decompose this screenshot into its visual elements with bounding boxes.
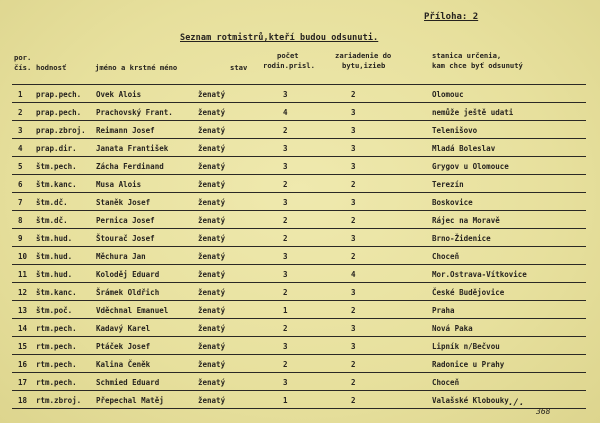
row-no: 7 bbox=[18, 198, 23, 207]
row-status: ženatý bbox=[198, 234, 226, 243]
row-rank: štm.hud. bbox=[36, 252, 73, 261]
row-rule bbox=[12, 372, 586, 373]
row-family: 2 bbox=[283, 126, 288, 135]
row-family: 2 bbox=[283, 288, 288, 297]
row-status: ženatý bbox=[198, 162, 226, 171]
table-row bbox=[0, 180, 600, 198]
row-status: ženatý bbox=[198, 90, 226, 99]
row-station: Choceň bbox=[432, 378, 460, 387]
row-name: Ovek Alois bbox=[96, 90, 142, 99]
row-rule bbox=[12, 336, 586, 337]
document-title: Seznam rotmistrů,kteří budou odsunuti. bbox=[180, 33, 379, 43]
row-rank: prap.pech. bbox=[36, 90, 82, 99]
closing-mark: ./. bbox=[508, 398, 525, 408]
header-equipment-line1: zariadenie do bbox=[335, 51, 392, 60]
row-family: 3 bbox=[283, 144, 288, 153]
row-station: Radonice u Prahy bbox=[432, 360, 505, 369]
row-family: 2 bbox=[283, 324, 288, 333]
header-family-line2: rodin.prisl. bbox=[263, 61, 315, 70]
row-family: 3 bbox=[283, 162, 288, 171]
row-equipment: 2 bbox=[351, 360, 356, 369]
header-status: stav bbox=[230, 63, 248, 72]
header-name: jméno a krstné méno bbox=[95, 63, 178, 72]
table-row bbox=[0, 144, 600, 162]
row-rule bbox=[12, 300, 586, 301]
row-family: 1 bbox=[283, 306, 288, 315]
row-status: ženatý bbox=[198, 180, 226, 189]
row-family: 2 bbox=[283, 360, 288, 369]
header-family-line1: počet bbox=[277, 51, 299, 60]
row-station: Rájec na Moravě bbox=[432, 216, 500, 225]
attachment-label: Příloha: 2 bbox=[424, 12, 479, 22]
header-rule bbox=[12, 84, 586, 85]
row-rank: prap.zbroj. bbox=[36, 126, 86, 135]
row-equipment: 3 bbox=[351, 324, 356, 333]
row-station: Boskovice bbox=[432, 198, 473, 207]
row-rule bbox=[12, 192, 586, 193]
table-row bbox=[0, 108, 600, 126]
row-status: ženatý bbox=[198, 270, 226, 279]
row-status: ženatý bbox=[198, 288, 226, 297]
row-family: 2 bbox=[283, 180, 288, 189]
row-name: Janata František bbox=[96, 144, 169, 153]
row-rank: prap.dir. bbox=[36, 144, 77, 153]
row-status: ženatý bbox=[198, 378, 226, 387]
row-rank: rtm.pech. bbox=[36, 324, 77, 333]
row-equipment: 3 bbox=[351, 234, 356, 243]
row-no: 12 bbox=[18, 288, 28, 297]
row-rank: štm.kanc. bbox=[36, 180, 77, 189]
row-name: Kalina Čeněk bbox=[96, 360, 151, 369]
row-rule bbox=[12, 102, 586, 103]
row-rank: prap.pech. bbox=[36, 108, 82, 117]
row-no: 18 bbox=[18, 396, 28, 405]
row-rule bbox=[12, 246, 586, 247]
row-equipment: 2 bbox=[351, 306, 356, 315]
table-row bbox=[0, 360, 600, 378]
row-family: 2 bbox=[283, 216, 288, 225]
row-equipment: 3 bbox=[351, 108, 356, 117]
row-rank: štm.hud. bbox=[36, 234, 73, 243]
row-status: ženatý bbox=[198, 360, 226, 369]
table-row bbox=[0, 90, 600, 108]
row-rule bbox=[12, 318, 586, 319]
row-rule bbox=[12, 408, 586, 409]
row-name: Přepechal Matěj bbox=[96, 396, 164, 405]
row-family: 2 bbox=[283, 234, 288, 243]
row-equipment: 3 bbox=[351, 342, 356, 351]
row-equipment: 3 bbox=[351, 198, 356, 207]
header-rank: hodnosť bbox=[36, 63, 67, 72]
row-rank: štm.kanc. bbox=[36, 288, 77, 297]
row-name: Staněk Josef bbox=[96, 198, 151, 207]
row-rule bbox=[12, 138, 586, 139]
table-row bbox=[0, 126, 600, 144]
row-station: Nová Paka bbox=[432, 324, 473, 333]
table-row bbox=[0, 378, 600, 396]
row-rule bbox=[12, 390, 586, 391]
row-status: ženatý bbox=[198, 108, 226, 117]
table-row bbox=[0, 162, 600, 180]
row-name: Vděchnal Emanuel bbox=[96, 306, 169, 315]
table-row bbox=[0, 270, 600, 288]
row-no: 14 bbox=[18, 324, 28, 333]
row-station: Mor.Ostrava-Vítkovice bbox=[432, 270, 527, 279]
row-family: 3 bbox=[283, 252, 288, 261]
row-station: Valašské Klobouky bbox=[432, 396, 509, 405]
row-station: Brno-Židenice bbox=[432, 234, 491, 243]
row-no: 15 bbox=[18, 342, 28, 351]
table-row bbox=[0, 252, 600, 270]
header-equipment-line2: bytu,izieb bbox=[342, 61, 386, 70]
row-station: České Budějovice bbox=[432, 288, 505, 297]
row-station: Grygov u Olomouce bbox=[432, 162, 509, 171]
row-name: Měchura Jan bbox=[96, 252, 146, 261]
row-name: Prachovský Frant. bbox=[96, 108, 173, 117]
row-equipment: 3 bbox=[351, 162, 356, 171]
table-row bbox=[0, 198, 600, 216]
row-family: 3 bbox=[283, 378, 288, 387]
row-status: ženatý bbox=[198, 306, 226, 315]
row-equipment: 3 bbox=[351, 288, 356, 297]
row-rank: štm.dč. bbox=[36, 198, 68, 207]
row-rule bbox=[12, 210, 586, 211]
row-no: 16 bbox=[18, 360, 28, 369]
row-status: ženatý bbox=[198, 252, 226, 261]
row-rank: rtm.pech. bbox=[36, 342, 77, 351]
row-rank: štm.poč. bbox=[36, 306, 73, 315]
row-name: Štourač Josef bbox=[96, 234, 155, 243]
row-family: 3 bbox=[283, 90, 288, 99]
row-equipment: 2 bbox=[351, 378, 356, 387]
row-family: 3 bbox=[283, 198, 288, 207]
row-name: Reimann Josef bbox=[96, 126, 155, 135]
row-rank: rtm.pech. bbox=[36, 378, 77, 387]
row-rule bbox=[12, 282, 586, 283]
row-status: ženatý bbox=[198, 216, 226, 225]
table-row bbox=[0, 342, 600, 360]
row-no: 4 bbox=[18, 144, 23, 153]
row-rank: štm.pech. bbox=[36, 162, 77, 171]
row-equipment: 4 bbox=[351, 270, 356, 279]
table-row bbox=[0, 234, 600, 252]
row-no: 11 bbox=[18, 270, 28, 279]
row-status: ženatý bbox=[198, 324, 226, 333]
table-row bbox=[0, 288, 600, 306]
header-number-line2: čís. bbox=[14, 63, 32, 72]
row-status: ženatý bbox=[198, 144, 226, 153]
row-name: Kadavý Karel bbox=[96, 324, 151, 333]
row-status: ženatý bbox=[198, 126, 226, 135]
row-rank: štm.hud. bbox=[36, 270, 73, 279]
page-annotation: 368 bbox=[536, 407, 551, 416]
row-rule bbox=[12, 174, 586, 175]
header-station-line1: stanica určenia, bbox=[432, 51, 502, 60]
row-no: 2 bbox=[18, 108, 23, 117]
row-equipment: 2 bbox=[351, 180, 356, 189]
row-no: 17 bbox=[18, 378, 28, 387]
table-row bbox=[0, 324, 600, 342]
row-station: nemůže ještě udati bbox=[432, 108, 514, 117]
row-name: Koloděj Eduard bbox=[96, 270, 160, 279]
row-station: Lipník n/Bečvou bbox=[432, 342, 500, 351]
row-rule bbox=[12, 156, 586, 157]
table-row bbox=[0, 306, 600, 324]
row-equipment: 2 bbox=[351, 216, 356, 225]
row-status: ženatý bbox=[198, 396, 226, 405]
row-name: Ptáček Josef bbox=[96, 342, 151, 351]
row-no: 1 bbox=[18, 90, 23, 99]
row-name: Musa Alois bbox=[96, 180, 142, 189]
row-station: Olomouc bbox=[432, 90, 464, 99]
row-no: 13 bbox=[18, 306, 28, 315]
row-station: Mladá Boleslav bbox=[432, 144, 496, 153]
row-rank: rtm.zbroj. bbox=[36, 396, 82, 405]
row-rule bbox=[12, 228, 586, 229]
row-station: Terezín bbox=[432, 180, 464, 189]
row-family: 1 bbox=[283, 396, 288, 405]
row-no: 9 bbox=[18, 234, 23, 243]
row-rule bbox=[12, 264, 586, 265]
row-status: ženatý bbox=[198, 198, 226, 207]
row-equipment: 2 bbox=[351, 252, 356, 261]
row-rule bbox=[12, 120, 586, 121]
row-rank: rtm.pech. bbox=[36, 360, 77, 369]
header-number-line1: por. bbox=[14, 53, 32, 62]
row-no: 8 bbox=[18, 216, 23, 225]
row-name: Schmied Eduard bbox=[96, 378, 160, 387]
row-station: Praha bbox=[432, 306, 455, 315]
row-equipment: 3 bbox=[351, 144, 356, 153]
row-family: 3 bbox=[283, 342, 288, 351]
row-equipment: 2 bbox=[351, 90, 356, 99]
row-name: Pernica Josef bbox=[96, 216, 155, 225]
row-no: 6 bbox=[18, 180, 23, 189]
row-no: 5 bbox=[18, 162, 23, 171]
row-no: 10 bbox=[18, 252, 28, 261]
row-rule bbox=[12, 354, 586, 355]
row-station: Telenišovo bbox=[432, 126, 478, 135]
table-row bbox=[0, 216, 600, 234]
header-station-line2: kam chce byť odsunutý bbox=[432, 61, 523, 70]
row-family: 3 bbox=[283, 270, 288, 279]
row-equipment: 3 bbox=[351, 126, 356, 135]
row-name: Zácha Ferdinand bbox=[96, 162, 164, 171]
row-equipment: 2 bbox=[351, 396, 356, 405]
row-station: Choceň bbox=[432, 252, 460, 261]
row-family: 4 bbox=[283, 108, 288, 117]
row-name: Šrámek Oldřich bbox=[96, 288, 160, 297]
row-status: ženatý bbox=[198, 342, 226, 351]
row-rank: štm.dč. bbox=[36, 216, 68, 225]
row-no: 3 bbox=[18, 126, 23, 135]
